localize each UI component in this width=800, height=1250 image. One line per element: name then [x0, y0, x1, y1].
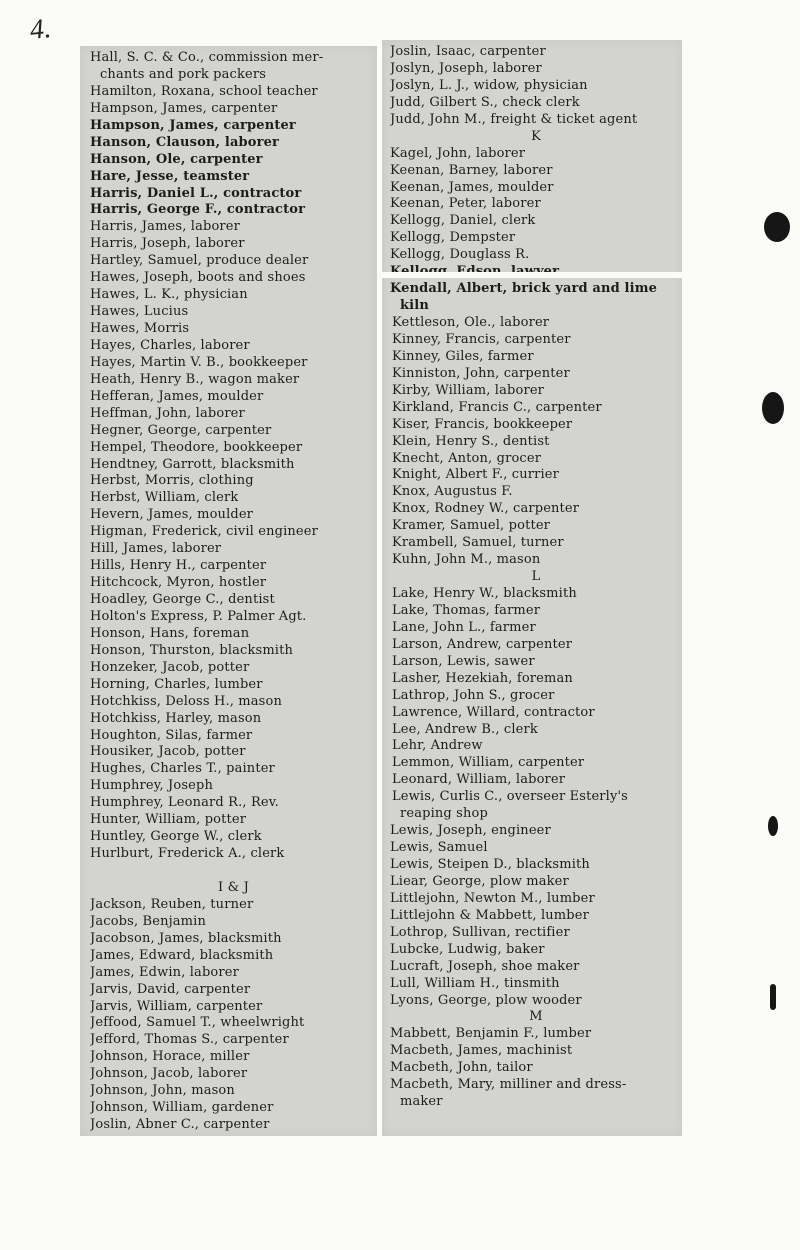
- directory-entry: Hartley, Samuel, produce dealer: [90, 253, 309, 269]
- directory-entry: Lake, Thomas, farmer: [392, 602, 541, 618]
- directory-entry: Jacobs, Benjamin: [90, 913, 206, 929]
- directory-entry: Lothrop, Sullivan, rectifier: [390, 924, 570, 940]
- directory-entry: Lane, John L., farmer: [392, 619, 536, 635]
- directory-entry: James, Edward, blacksmith: [90, 947, 274, 963]
- directory-entry: Hampson, James, carpenter: [90, 100, 278, 116]
- directory-entry: Lewis, Steipen D., blacksmith: [390, 857, 590, 872]
- entry-list-right: [382, 40, 682, 1111]
- directory-entry: Knox, Augustus F.: [392, 484, 513, 500]
- directory-entry: Leonard, William, laborer: [392, 772, 566, 788]
- directory-entry: Jarvis, David, carpenter: [90, 981, 251, 997]
- directory-entry: Hevern, James, moulder: [90, 507, 254, 523]
- directory-entry: Keenan, James, moulder: [390, 179, 554, 195]
- section-letter: M: [529, 1009, 543, 1025]
- directory-entry: [90, 863, 377, 880]
- directory-entry: Joslyn, Joseph, laborer: [390, 60, 542, 76]
- directory-entry: Hotchkiss, Harley, mason: [90, 710, 262, 726]
- directory-entry: Harris, Daniel L., contractor: [90, 185, 302, 201]
- section-letter: L: [531, 569, 541, 585]
- directory-entry: Hunter, William, potter: [90, 812, 247, 828]
- directory-entry: Hill, James, laborer: [90, 541, 222, 557]
- directory-entry: Klein, Henry S., dentist: [392, 433, 550, 449]
- directory-entry: Hall, S. C. & Co., commission mer-: [90, 50, 324, 65]
- directory-entry: Hawes, Lucius: [90, 304, 189, 320]
- directory-entry: Horning, Charles, lumber: [90, 676, 263, 692]
- directory-entry: Lathrop, John S., grocer: [392, 687, 555, 703]
- directory-entry: Kiser, Francis, bookkeeper: [392, 416, 573, 432]
- directory-entry: Hoadley, George C., dentist: [90, 592, 275, 607]
- directory-entry: Lewis, Samuel: [390, 840, 488, 856]
- directory-entry: Keenan, Peter, laborer: [390, 196, 541, 212]
- directory-entry: Hampson, James, carpenter: [90, 117, 296, 133]
- directory-entry: Hefferan, James, moulder: [90, 388, 264, 404]
- directory-entry: Hanson, Clauson, laborer: [90, 134, 279, 150]
- directory-entry: Joslin, Isaac, carpenter: [390, 44, 546, 59]
- directory-entry: Jefford, Thomas S., carpenter: [90, 1032, 289, 1048]
- directory-column-left: [80, 46, 377, 1136]
- directory-entry: Jacobson, James, blacksmith: [90, 930, 282, 946]
- directory-column-right: [382, 40, 682, 1136]
- directory-entry: Kirby, William, laborer: [392, 382, 545, 398]
- directory-entry: Johnson, John, mason: [90, 1083, 235, 1099]
- directory-entry: Hempel, Theodore, bookkeeper: [90, 439, 303, 455]
- directory-entry: Hegner, George, carpenter: [90, 422, 272, 438]
- directory-entry: Heffman, John, laborer: [90, 405, 245, 421]
- directory-entry: Liear, George, plow maker: [390, 873, 569, 889]
- directory-entry: Mabbett, Benjamin F., lumber: [390, 1026, 592, 1042]
- directory-entry: Jarvis, William, carpenter: [90, 998, 263, 1014]
- directory-entry: kiln: [400, 298, 429, 314]
- ink-blot: [762, 392, 784, 424]
- directory-entry: Hawes, L. K., physician: [90, 287, 248, 303]
- directory-entry: Joslyn, L. J., widow, physician: [390, 77, 588, 93]
- directory-entry: reaping shop: [400, 806, 488, 822]
- directory-entry: Herbst, Morris, clothing: [90, 473, 254, 489]
- directory-entry: Lake, Henry W., blacksmith: [392, 586, 577, 601]
- directory-entry: Hawes, Morris: [90, 321, 190, 336]
- directory-entry: Honson, Hans, foreman: [90, 625, 250, 641]
- directory-entry: Larson, Lewis, sawer: [392, 653, 535, 669]
- directory-entry: Honzeker, Jacob, potter: [90, 659, 250, 675]
- directory-entry: Hayes, Martin V. B., bookkeeper: [90, 354, 308, 370]
- directory-entry: Jackson, Reuben, turner: [90, 896, 254, 912]
- directory-entry: Macbeth, Mary, milliner and dress-: [390, 1077, 627, 1093]
- directory-entry: Lull, William H., tinsmith: [390, 975, 560, 991]
- directory-entry: Hurlburt, Frederick A., clerk: [90, 846, 285, 862]
- directory-entry: Herbst, William, clerk: [90, 490, 239, 506]
- directory-entry: Kinney, Giles, farmer: [392, 348, 534, 364]
- directory-entry: Knight, Albert F., currier: [392, 467, 559, 483]
- directory-entry: Lyons, George, plow wooder: [390, 992, 582, 1008]
- directory-entry: Lemmon, William, carpenter: [392, 755, 585, 771]
- directory-entry: Johnson, Jacob, laborer: [90, 1066, 248, 1082]
- directory-entry: Kirkland, Francis C., carpenter: [392, 399, 602, 415]
- directory-entry: James, Edwin, laborer: [90, 964, 239, 980]
- directory-entry: Lee, Andrew B., clerk: [392, 721, 538, 737]
- directory-entry: Holton's Express, P. Palmer Agt.: [90, 608, 307, 624]
- directory-entry: Housiker, Jacob, potter: [90, 744, 246, 760]
- directory-entry: Kinniston, John, carpenter: [392, 365, 570, 381]
- directory-entry: Kettleson, Ole., laborer: [392, 315, 550, 330]
- directory-entry: Lasher, Hezekiah, foreman: [392, 670, 573, 686]
- directory-entry: Littlejohn & Mabbett, lumber: [390, 907, 589, 923]
- directory-entry: Hughes, Charles T., painter: [90, 761, 275, 777]
- directory-entry: Humphrey, Joseph: [90, 778, 214, 794]
- directory-entry: Kuhn, John M., mason: [392, 552, 541, 568]
- directory-entry: Hawes, Joseph, boots and shoes: [90, 270, 306, 286]
- directory-entry: Lewis, Joseph, engineer: [390, 823, 551, 839]
- directory-entry: Higman, Frederick, civil engineer: [90, 524, 318, 540]
- ink-blot: [770, 984, 776, 1010]
- directory-entry: Lewis, Curlis C., overseer Esterly's: [392, 789, 629, 805]
- directory-entry: Kellogg, Daniel, clerk: [390, 213, 536, 229]
- directory-entry: Hitchcock, Myron, hostler: [90, 575, 267, 591]
- directory-entry: Kinney, Francis, carpenter: [392, 331, 571, 347]
- directory-entry: Keenan, Barney, laborer: [390, 162, 553, 178]
- directory-entry: Kellogg, Dempster: [390, 230, 516, 246]
- directory-entry: Huntley, George W., clerk: [90, 829, 262, 845]
- directory-entry: Humphrey, Leonard R., Rev.: [90, 795, 279, 811]
- directory-entry: Johnson, Horace, miller: [90, 1049, 250, 1065]
- directory-entry: Harris, James, laborer: [90, 219, 241, 235]
- directory-entry: Harris, Joseph, laborer: [90, 236, 245, 252]
- directory-entry: chants and pork packers: [100, 66, 267, 82]
- directory-entry: Macbeth, James, machinist: [390, 1043, 573, 1059]
- directory-entry: Hamilton, Roxana, school teacher: [90, 83, 318, 99]
- directory-entry: Hills, Henry H., carpenter: [90, 558, 267, 574]
- directory-entry: Knox, Rodney W., carpenter: [392, 501, 580, 517]
- ink-blot: [764, 212, 790, 242]
- directory-entry: Hendtney, Garrott, blacksmith: [90, 456, 295, 472]
- ink-blot: [768, 816, 778, 836]
- directory-entry: Lawrence, Willard, contractor: [392, 704, 595, 720]
- directory-entry: Harris, George F., contractor: [90, 202, 306, 218]
- directory-entry: Heath, Henry B., wagon maker: [90, 371, 300, 387]
- directory-entry: Houghton, Silas, farmer: [90, 727, 253, 743]
- directory-entry: Hare, Jesse, teamster: [90, 168, 250, 184]
- directory-entry: Macbeth, John, tailor: [390, 1060, 533, 1076]
- directory-entry: maker: [400, 1094, 443, 1110]
- directory-entry: Hanson, Ole, carpenter: [90, 151, 263, 167]
- directory-entry: Honson, Thurston, blacksmith: [90, 642, 294, 658]
- directory-entry: Lehr, Andrew: [392, 738, 483, 754]
- section-letter: I & J: [218, 879, 249, 895]
- directory-entry: Johnson, William, gardener: [90, 1100, 274, 1116]
- directory-entry: Hayes, Charles, laborer: [90, 337, 250, 353]
- directory-entry: Jeffood, Samuel T., wheelwright: [90, 1015, 305, 1031]
- page-number: 4.: [28, 12, 53, 47]
- directory-entry: Kramer, Samuel, potter: [392, 518, 551, 534]
- directory-entry: Littlejohn, Newton M., lumber: [390, 890, 595, 906]
- directory-entry: Hotchkiss, Deloss H., mason: [90, 693, 282, 709]
- directory-entry: Krambell, Samuel, turner: [392, 535, 564, 551]
- entry-list-left: [80, 46, 377, 1134]
- directory-entry: Kendall, Albert, brick yard and lime: [390, 281, 658, 297]
- directory-entry: Knecht, Anton, grocer: [392, 450, 542, 466]
- paper-tear: [380, 272, 690, 278]
- directory-entry: Kagel, John, laborer: [390, 145, 526, 161]
- directory-entry: Lucraft, Joseph, shoe maker: [390, 958, 580, 974]
- directory-entry: Judd, Gilbert S., check clerk: [390, 94, 580, 110]
- directory-entry: Judd, John M., freight & ticket agent: [390, 111, 638, 127]
- directory-entry: Larson, Andrew, carpenter: [392, 636, 573, 652]
- section-letter: K: [531, 128, 541, 144]
- directory-entry: Kellogg, Douglass R.: [390, 247, 530, 263]
- directory-entry: Lubcke, Ludwig, baker: [390, 941, 545, 957]
- directory-entry: Joslin, Abner C., carpenter: [90, 1117, 270, 1133]
